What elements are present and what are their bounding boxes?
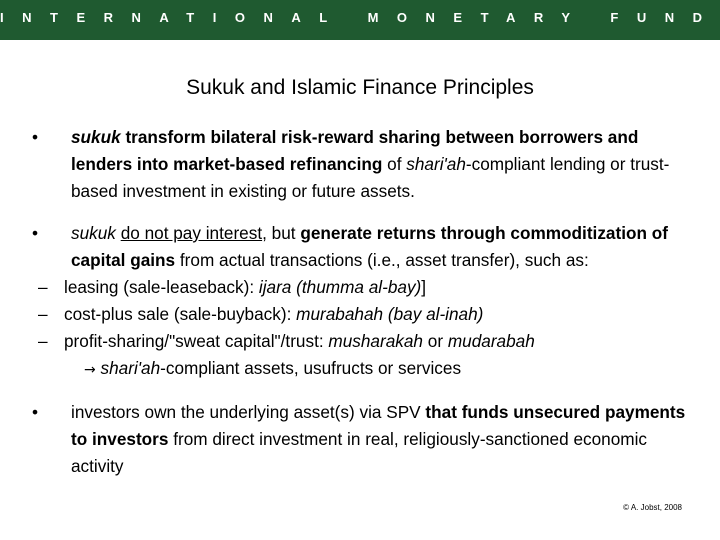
sub-item-leasing [32,274,692,301]
bullet-3-bold-text: that funds unsecured payments to investors [71,402,686,449]
term-sukuk: sukuk [71,127,121,147]
term-ijara: ijara (thumma al-bay) [258,277,422,297]
bullet-1-text: of [382,154,407,174]
bullet-2-text-end: from actual transactions (i.e., asset transfer), such as: [175,250,589,270]
sub-item-3-continuation [64,358,461,378]
sub-item-2-text: cost-plus sale (sale-buyback): [64,304,297,324]
bullet-1-text-end: -compliant lending or trust-based investment in existing or future assets. [71,154,670,201]
bullet-3-text-end: from direct investment in real, religiously-sanctioned economic activity [71,429,648,476]
term-mudarabah: mudarabah [447,331,535,351]
slide-content [32,124,692,480]
term-sukuk: sukuk [71,223,116,243]
sub-item-profit-sharing [32,328,692,384]
bullet-sukuk-transform [32,124,692,205]
bullet-2-text: , but [262,223,301,243]
sub-item-3-text: profit-sharing/"sweat capital"/trust: [64,331,329,351]
arrow-right-icon: → [84,362,96,378]
dash-icon: – [38,304,48,324]
sub-item-3-or: or [423,331,448,351]
sub-item-1-text: leasing (sale-leaseback): [64,277,259,297]
dash-icon: – [38,277,48,297]
bullet-dot-icon: • [32,223,39,243]
header-banner [0,0,720,40]
bullet-1-bold-text: transform bilateral risk-reward sharing between borrowers and lenders into market-based refinancing [71,127,639,174]
bullet-2-bold-text: generate returns through commoditization of capital gains [71,223,668,270]
sub-item-1-bracket: ] [421,277,427,297]
underlined-no-interest: do not pay interest [120,223,263,243]
bullet-investors [32,399,692,480]
term-murabahah: murabahah (bay al-inah) [296,304,484,324]
bullet-no-interest [32,220,692,274]
sub-item-cost-plus [32,301,692,328]
term-musharakah: musharakah [328,331,423,351]
organization-name: INTERNATIONAL MONETARY FUND [0,10,720,25]
slide-title: Sukuk and Islamic Finance Principles [186,76,534,99]
dash-icon: – [38,331,48,351]
bullet-3-text: investors own the underlying asset(s) via SPV [71,402,426,422]
bullet-dot-icon: • [32,402,39,422]
term-shariah: shari'ah [406,154,466,174]
bullet-dot-icon: • [32,127,39,147]
sub-item-3-cont-text: -compliant assets, usufructs or services [160,358,462,378]
term-shariah: shari'ah [100,358,161,378]
copyright-notice: © A. Jobst, 2008 [623,503,682,512]
